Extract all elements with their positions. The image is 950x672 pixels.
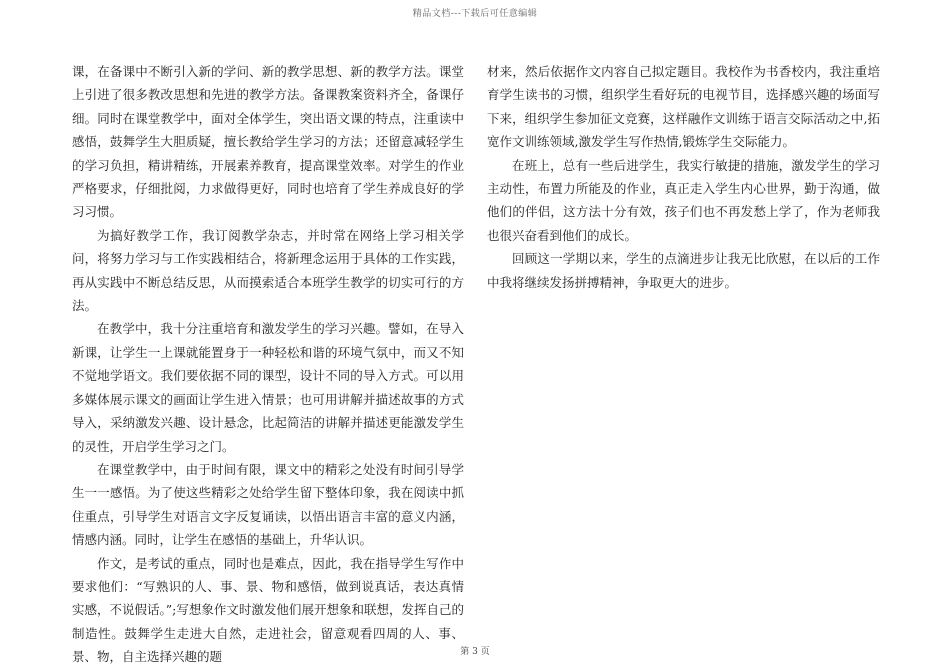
right-text-column xyxy=(487,60,880,294)
paragraph: 为搞好教学工作，我订阅教学杂志，并时常在网络上学习相关学问，将努力学习与工作实践相结合，将新理念运用于具体的工作实践，再从实践中不断总结反思，从而摸索适合本班学生教学的切实可行的方法。 xyxy=(72,227,464,314)
paragraph: 在班上，总有一些后进学生，我实行敏捷的措施，激发学生的学习主动性，布置力所能及的作业，真正走入学生内心世界，勤于沟通，做他们的伴侣，这方法十分有效，孩子们也不再发愁上学了，作为老师我也很兴奋看到他们的成长。 xyxy=(487,157,880,243)
paragraph: 课，在备课中不断引入新的学问、新的教学思想、新的教学方法。课堂上引进了很多教改思想和先进的教学方法。备课教案资料齐全，备课仔细。同时在课堂教学中，面对全体学生，突出语文课的特点，注重读中感悟，鼓舞学生大胆质疑，擅长教给学生学习的方法；还留意减轻学生的学习负担，精讲精练，开展素养教育，提高课堂效率。对学生的作业严格要求，仔细批阅，力求做得更好，同时也培育了学生养成良好的学习习惯。 xyxy=(72,64,464,220)
paragraph: 作文，是考试的重点，同时也是难点，因此，我在指导学生写作中要求他们：“写熟识的人、事、景、物和感悟，做到说真话，表达真情实感，不说假话。”;写想象作文时激发他们展开想象和联想，发挥自己的制造性。鼓舞学生走进大自然，走进社会，留意观看四周的人、事、景、物，自主选择兴趣的题 xyxy=(72,555,464,665)
page-number: 第 3 页 xyxy=(460,647,490,657)
paragraph: 在课堂教学中，由于时间有限，课文中的精彩之处没有时间引导学生一一感悟。为了使这些精彩之处给学生留下整体印象，我在阅读中抓住重点，引导学生对语言文字反复诵读，以悟出语言丰富的意义内涵，情感内涵。同时，让学生在感悟的基础上，升华认识。 xyxy=(72,461,464,548)
paragraph: 在教学中，我十分注重培育和激发学生的学习兴趣。譬如，在导入新课，让学生一上课就能置身于一种轻松和谐的环境气氛中，而又不知不觉地学语文。我们要依据不同的课型，设计不同的导入方式。可以用多媒体展示课文的画面让学生进入情景；也可用讲解并描述故事的方式导入，采纳激发兴趣、设计悬念，比起简洁的讲解并描述更能激发学生的灵性，开启学生学习之门。 xyxy=(72,321,464,454)
paragraph: 材来，然后依据作文内容自己拟定题目。我校作为书香校内，我注重培育学生读书的习惯，组织学生看好玩的电视节目，选择感兴趣的场面写下来，组织学生参加征文竞赛，这样融作文训练于语言交际活动之中,拓宽作文训练领域,激发学生写作热情,锻炼学生交际能力。 xyxy=(487,64,880,150)
page-header: 精品文档---下载后可任意编辑 xyxy=(412,9,538,19)
left-text-column xyxy=(72,60,464,669)
paragraph: 回顾这一学期以来，学生的点滴进步让我无比欣慰，在以后的工作中我将继续发扬拼搏精神，争取更大的进步。 xyxy=(487,251,880,290)
